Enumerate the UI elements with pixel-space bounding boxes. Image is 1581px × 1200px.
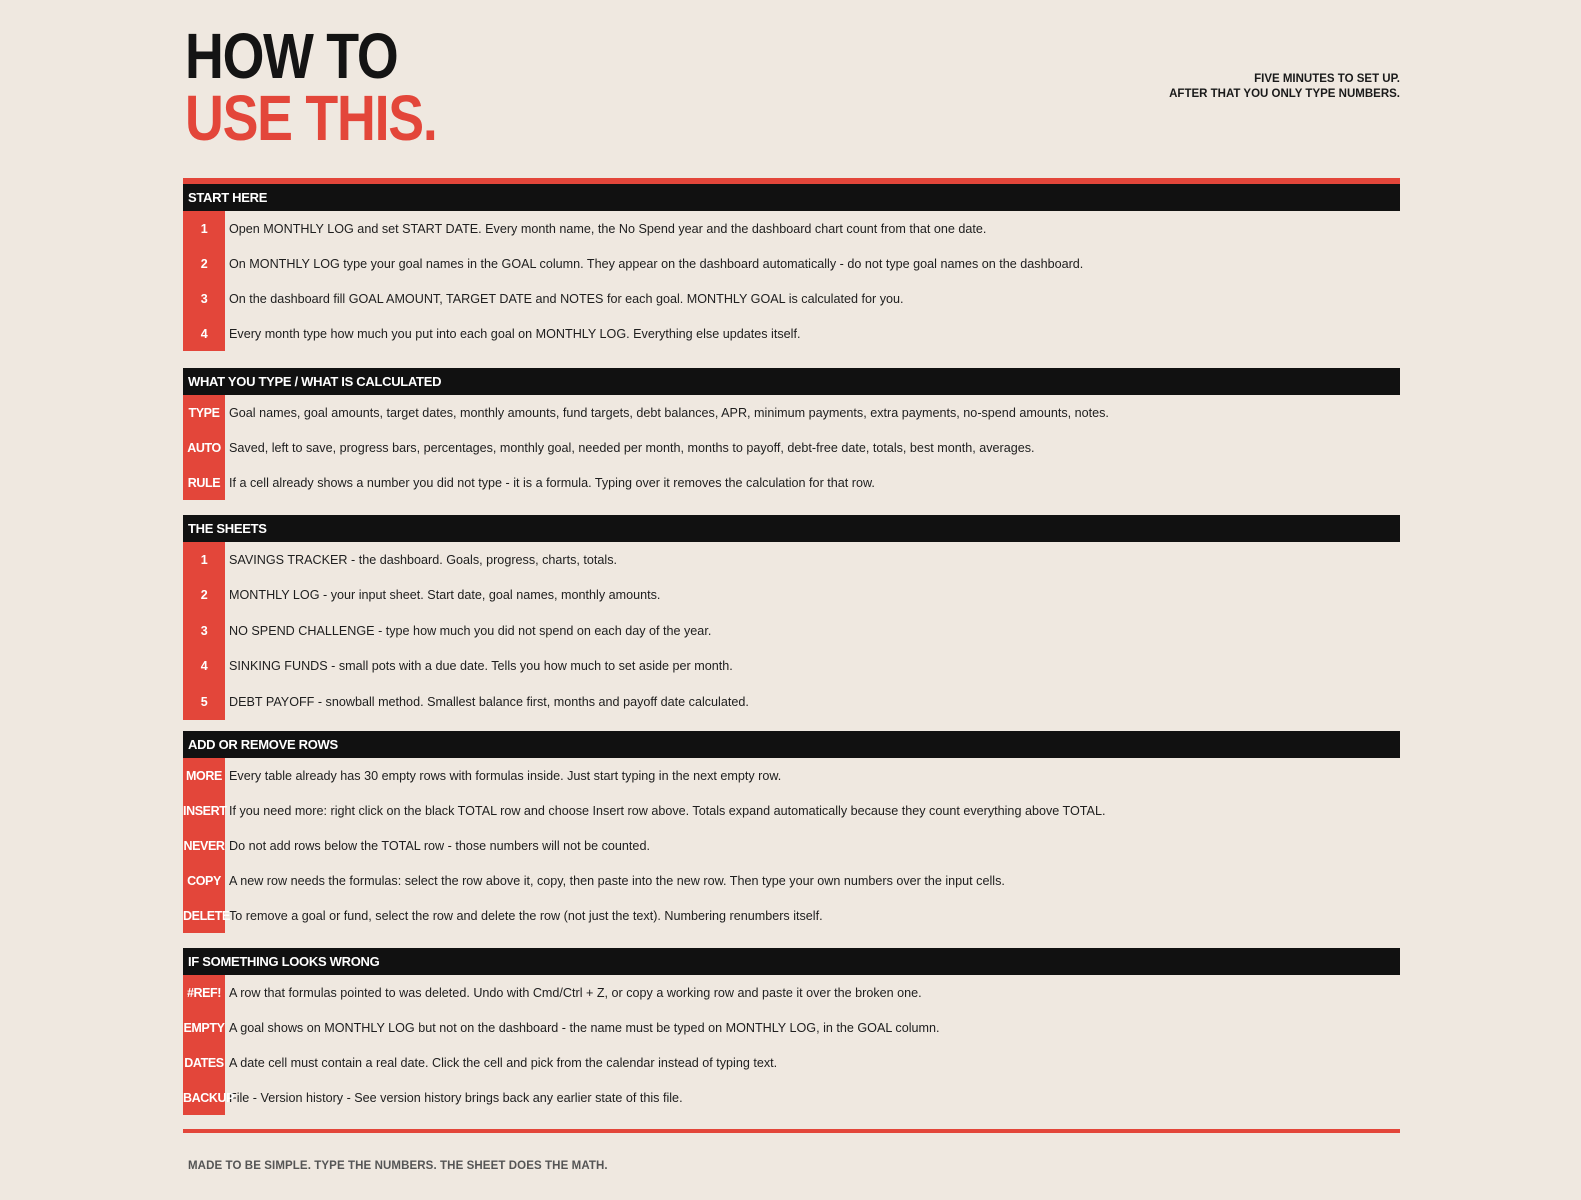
list-item [183,430,1400,465]
row-tag: DATES [184,1055,224,1070]
row-tag: 1 [200,552,208,567]
section-rows [183,395,1400,500]
row-tag: MORE [186,768,222,783]
footer-text: MADE TO BE SIMPLE. TYPE THE NUMBERS. THE SHEET DOES THE MATH. [188,1160,608,1172]
row-text: On the dashboard fill GOAL AMOUNT, TARGET DATE and NOTES for each goal. MONTHLY GOAL is calculated for you. [229,291,904,306]
list-item [183,211,1400,246]
row-tag: 4 [200,659,208,674]
list-item [183,828,1400,863]
row-text: File - Version history - See version history brings back any earlier state of this file. [229,1090,683,1105]
row-tag: 3 [200,291,208,306]
list-item [183,975,1400,1010]
row-text: Every table already has 30 empty rows with formulas inside. Just start typing in the next empty row. [229,768,782,783]
section-rows [183,211,1400,351]
section-add-or-remove-rows [183,731,1400,933]
list-item [183,863,1400,898]
list-item [183,1080,1400,1115]
row-tag: #REF! [186,985,222,1000]
section-title: IF SOMETHING LOOKS WRONG [183,948,1400,975]
list-item [183,578,1400,614]
row-tag: COPY [187,873,221,888]
list-item [183,684,1400,720]
row-text: SAVINGS TRACKER - the dashboard. Goals, progress, charts, totals. [229,552,618,567]
row-text: If you need more: right click on the black TOTAL row and choose Insert row above. Totals expand automatically because they count everything above TOTAL. [229,803,1106,818]
section-title: START HERE [183,184,1400,211]
row-text: Do not add rows below the TOTAL row - those numbers will not be counted. [229,838,650,853]
row-text: On MONTHLY LOG type your goal names in the GOAL column. They appear on the dashboard automatically - do not type goal names on the dashboard. [229,256,1084,271]
section-the-sheets [183,515,1400,720]
section-rows [183,975,1400,1115]
row-text: Goal names, goal amounts, target dates, monthly amounts, fund targets, debt balances, APR, minimum payments, extra payments, no-spend amounts, notes. [229,405,1109,420]
section-rows [183,542,1400,720]
list-item [183,465,1400,500]
section-title: WHAT YOU TYPE / WHAT IS CALCULATED [183,368,1400,395]
section-what-you-type [183,368,1400,500]
section-start-here [183,184,1400,351]
list-item [183,613,1400,649]
tagline-line-1: FIVE MINUTES TO SET UP. [1254,73,1400,85]
list-item [183,649,1400,685]
row-tag: 2 [200,256,208,271]
section-rows [183,758,1400,933]
section-something-wrong [183,948,1400,1115]
row-tag: 4 [200,326,208,341]
row-text: Every month type how much you put into each goal on MONTHLY LOG. Everything else updates itself. [229,326,801,341]
list-item [183,898,1400,933]
header [183,0,1400,178]
row-tag: EMPTY [183,1020,225,1035]
row-tag: NEVER [183,838,225,853]
row-tag: 2 [200,588,208,603]
list-item [183,1010,1400,1045]
tagline [1169,72,1400,102]
row-tag: INSERT [183,803,227,818]
list-item [183,281,1400,316]
row-text: Open MONTHLY LOG and set START DATE. Every month name, the No Spend year and the dashboard chart count from that one date. [229,221,987,236]
title-line-2: USE THIS. [185,82,437,154]
list-item [183,758,1400,793]
row-text: MONTHLY LOG - your input sheet. Start date, goal names, monthly amounts. [229,588,661,603]
row-tag: DELETE [183,908,230,923]
row-tag: AUTO [187,440,221,455]
section-title: ADD OR REMOVE ROWS [183,731,1400,758]
row-text: SINKING FUNDS - small pots with a due date. Tells you how much to set aside per month. [229,659,733,674]
row-text: DEBT PAYOFF - snowball method. Smallest balance first, months and payoff date calculated. [229,694,749,709]
row-text: NO SPEND CHALLENGE - type how much you did not spend on each day of the year. [229,623,712,638]
tagline-line-2: AFTER THAT YOU ONLY TYPE NUMBERS. [1169,88,1400,100]
bottom-rule [183,1129,1400,1133]
list-item [183,793,1400,828]
row-text: A row that formulas pointed to was deleted. Undo with Cmd/Ctrl + Z, or copy a working row and paste it over the broken one. [229,985,922,1000]
title-line-1: HOW TO [185,20,398,92]
list-item [183,395,1400,430]
row-tag: 3 [200,623,208,638]
row-text: A new row needs the formulas: select the row above it, copy, then paste into the new row. Then type your own numbers over the input cells. [229,873,1005,888]
row-text: If a cell already shows a number you did not type - it is a formula. Typing over it removes the calculation for that row. [229,475,875,490]
row-tag: TYPE [188,405,220,420]
list-item [183,316,1400,351]
row-tag: BACKUP [183,1090,235,1105]
row-tag: 5 [200,694,208,709]
list-item [183,246,1400,281]
row-text: Saved, left to save, progress bars, percentages, monthly goal, needed per month, months to payoff, debt-free date, totals, best month, averages. [229,440,1035,455]
row-text: To remove a goal or fund, select the row and delete the row (not just the text). Numbering renumbers itself. [229,908,823,923]
section-title: THE SHEETS [183,515,1400,542]
row-text: A date cell must contain a real date. Click the cell and pick from the calendar instead of typing text. [229,1055,778,1070]
list-item [183,1045,1400,1080]
row-tag: 1 [200,221,208,236]
list-item [183,542,1400,578]
instructions-page [183,0,1400,1172]
row-text: A goal shows on MONTHLY LOG but not on the dashboard - the name must be typed on MONTHLY LOG, in the GOAL column. [229,1020,940,1035]
row-tag: RULE [187,475,221,490]
